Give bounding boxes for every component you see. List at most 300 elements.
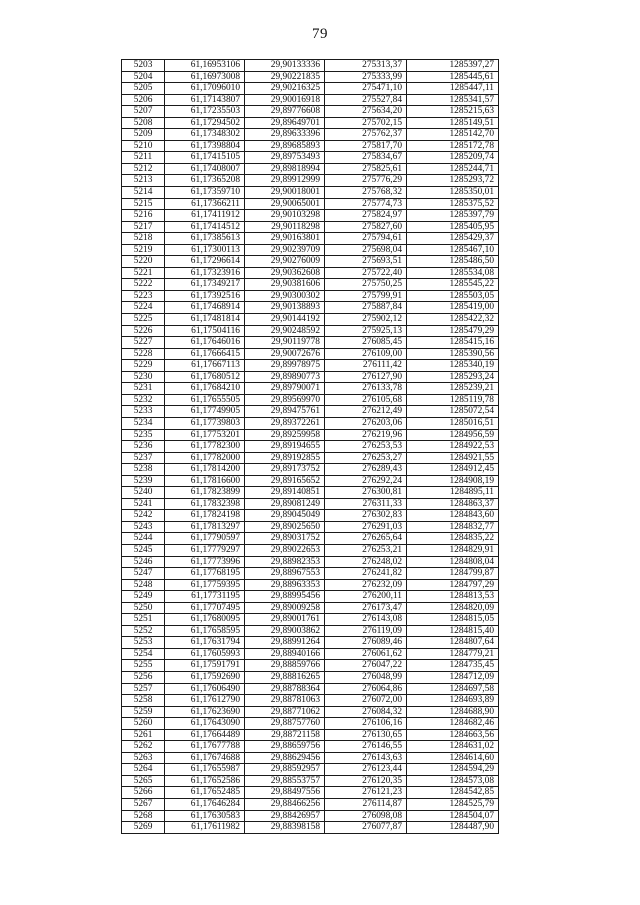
latitude-cell: 61,17504116 [165,325,245,337]
point-number-cell: 5216 [122,210,165,222]
y-coordinate-cell: 1285350,01 [407,187,499,199]
y-coordinate-cell: 1285503,05 [407,290,499,302]
y-coordinate-cell: 1284808,04 [407,556,499,568]
y-coordinate-cell: 1284688,90 [407,706,499,718]
y-coordinate-cell: 1284922,53 [407,441,499,453]
y-coordinate-cell: 1285119,78 [407,394,499,406]
y-coordinate-cell: 1285149,51 [407,117,499,129]
y-coordinate-cell: 1285419,00 [407,302,499,314]
x-coordinate-cell: 276084,32 [325,706,407,718]
y-coordinate-cell: 1285341,57 [407,94,499,106]
x-coordinate-cell: 276119,09 [325,625,407,637]
point-number-cell: 5257 [122,683,165,695]
y-coordinate-cell: 1284542,85 [407,787,499,799]
longitude-cell: 29,89003862 [245,625,325,637]
x-coordinate-cell: 275834,67 [325,152,407,164]
table-row [122,117,499,129]
table-row [122,83,499,95]
longitude-cell: 29,89001761 [245,614,325,626]
point-number-cell: 5217 [122,221,165,233]
y-coordinate-cell: 1285016,51 [407,417,499,429]
y-coordinate-cell: 1285340,19 [407,360,499,372]
y-coordinate-cell: 1284832,77 [407,521,499,533]
y-coordinate-cell: 1285172,78 [407,140,499,152]
y-coordinate-cell: 1284594,29 [407,764,499,776]
x-coordinate-cell: 276143,63 [325,752,407,764]
y-coordinate-cell: 1285239,21 [407,383,499,395]
y-coordinate-cell: 1284908,19 [407,475,499,487]
x-coordinate-cell: 276248,02 [325,556,407,568]
point-number-cell: 5223 [122,290,165,302]
x-coordinate-cell: 276048,99 [325,671,407,683]
y-coordinate-cell: 1284573,08 [407,775,499,787]
point-number-cell: 5259 [122,706,165,718]
y-coordinate-cell: 1285422,32 [407,314,499,326]
point-number-cell: 5256 [122,671,165,683]
point-number-cell: 5233 [122,406,165,418]
y-coordinate-cell: 1285405,95 [407,221,499,233]
point-number-cell: 5261 [122,729,165,741]
longitude-cell: 29,89081249 [245,498,325,510]
longitude-cell: 29,88398158 [245,822,325,834]
latitude-cell: 61,17612790 [165,695,245,707]
longitude-cell: 29,90163801 [245,233,325,245]
x-coordinate-cell: 275925,13 [325,325,407,337]
y-coordinate-cell: 1285244,71 [407,163,499,175]
longitude-cell: 29,89140851 [245,487,325,499]
y-coordinate-cell: 1284815,05 [407,614,499,626]
x-coordinate-cell: 276173,47 [325,602,407,614]
latitude-cell: 61,16953106 [165,60,245,72]
x-coordinate-cell: 276105,68 [325,394,407,406]
y-coordinate-cell: 1284820,09 [407,602,499,614]
table-row [122,706,499,718]
x-coordinate-cell: 276072,00 [325,695,407,707]
x-coordinate-cell: 276203,06 [325,417,407,429]
x-coordinate-cell: 275750,25 [325,279,407,291]
table-row [122,163,499,175]
longitude-cell: 29,90103298 [245,210,325,222]
longitude-cell: 29,89194655 [245,441,325,453]
table-row [122,314,499,326]
point-number-cell: 5231 [122,383,165,395]
table-row [122,94,499,106]
table-row [122,556,499,568]
table-row [122,71,499,83]
longitude-cell: 29,89009258 [245,602,325,614]
latitude-cell: 61,17813297 [165,521,245,533]
point-number-cell: 5237 [122,452,165,464]
y-coordinate-cell: 1284921,55 [407,452,499,464]
point-number-cell: 5265 [122,775,165,787]
point-number-cell: 5254 [122,648,165,660]
y-coordinate-cell: 1284797,29 [407,579,499,591]
y-coordinate-cell: 1285447,11 [407,83,499,95]
y-coordinate-cell: 1284663,56 [407,729,499,741]
y-coordinate-cell: 1284835,22 [407,533,499,545]
x-coordinate-cell: 275762,37 [325,129,407,141]
point-number-cell: 5246 [122,556,165,568]
longitude-cell: 29,88859766 [245,660,325,672]
x-coordinate-cell: 275799,91 [325,290,407,302]
x-coordinate-cell: 275774,73 [325,198,407,210]
table-row [122,741,499,753]
x-coordinate-cell: 276121,23 [325,787,407,799]
longitude-cell: 29,90381606 [245,279,325,291]
point-number-cell: 5222 [122,279,165,291]
x-coordinate-cell: 276109,00 [325,348,407,360]
table-row [122,533,499,545]
latitude-cell: 61,17667113 [165,360,245,372]
longitude-cell: 29,90138893 [245,302,325,314]
latitude-cell: 61,17623690 [165,706,245,718]
x-coordinate-cell: 276292,24 [325,475,407,487]
latitude-cell: 61,17823899 [165,487,245,499]
latitude-cell: 61,17652586 [165,775,245,787]
x-coordinate-cell: 276106,16 [325,718,407,730]
point-number-cell: 5225 [122,314,165,326]
table-row [122,106,499,118]
y-coordinate-cell: 1285545,22 [407,279,499,291]
table-row [122,383,499,395]
table-row [122,267,499,279]
longitude-cell: 29,88659756 [245,741,325,753]
x-coordinate-cell: 275887,84 [325,302,407,314]
table-row [122,810,499,822]
point-number-cell: 5226 [122,325,165,337]
table-row [122,290,499,302]
table-row [122,360,499,372]
latitude-cell: 61,17677788 [165,741,245,753]
y-coordinate-cell: 1284525,79 [407,799,499,811]
longitude-cell: 29,89569970 [245,394,325,406]
point-number-cell: 5250 [122,602,165,614]
longitude-cell: 29,88757760 [245,718,325,730]
x-coordinate-cell: 275313,37 [325,60,407,72]
longitude-cell: 29,88982353 [245,556,325,568]
x-coordinate-cell: 276311,33 [325,498,407,510]
x-coordinate-cell: 276253,27 [325,452,407,464]
x-coordinate-cell: 276200,11 [325,591,407,603]
x-coordinate-cell: 276127,90 [325,371,407,383]
point-number-cell: 5245 [122,544,165,556]
latitude-cell: 61,17385613 [165,233,245,245]
table-row [122,152,499,164]
table-row [122,464,499,476]
x-coordinate-cell: 276123,44 [325,764,407,776]
y-coordinate-cell: 1284682,46 [407,718,499,730]
latitude-cell: 61,17296614 [165,256,245,268]
longitude-cell: 29,89890773 [245,371,325,383]
longitude-cell: 29,89045049 [245,510,325,522]
table-row [122,129,499,141]
latitude-cell: 61,17605993 [165,648,245,660]
table-row [122,752,499,764]
latitude-cell: 61,17753201 [165,429,245,441]
longitude-cell: 29,89372261 [245,417,325,429]
x-coordinate-cell: 276120,35 [325,775,407,787]
longitude-cell: 29,89753493 [245,152,325,164]
point-number-cell: 5235 [122,429,165,441]
x-coordinate-cell: 276064,86 [325,683,407,695]
table-row [122,187,499,199]
table-row [122,799,499,811]
point-number-cell: 5227 [122,337,165,349]
longitude-cell: 29,89259958 [245,429,325,441]
longitude-cell: 29,90248592 [245,325,325,337]
x-coordinate-cell: 275776,29 [325,175,407,187]
y-coordinate-cell: 1285142,70 [407,129,499,141]
x-coordinate-cell: 276061,62 [325,648,407,660]
longitude-cell: 29,90119778 [245,337,325,349]
latitude-cell: 61,17655987 [165,764,245,776]
table-row [122,568,499,580]
longitude-cell: 29,88788364 [245,683,325,695]
point-number-cell: 5268 [122,810,165,822]
table-row [122,579,499,591]
x-coordinate-cell: 276098,08 [325,810,407,822]
table-row [122,544,499,556]
latitude-cell: 61,17655505 [165,394,245,406]
latitude-cell: 61,17814200 [165,464,245,476]
table-row [122,337,499,349]
latitude-cell: 61,17749905 [165,406,245,418]
table-row [122,302,499,314]
latitude-cell: 61,17816600 [165,475,245,487]
longitude-cell: 29,90276009 [245,256,325,268]
point-number-cell: 5263 [122,752,165,764]
longitude-cell: 29,88967553 [245,568,325,580]
y-coordinate-cell: 1285445,61 [407,71,499,83]
longitude-cell: 29,90144192 [245,314,325,326]
y-coordinate-cell: 1285072,54 [407,406,499,418]
y-coordinate-cell: 1284895,11 [407,487,499,499]
x-coordinate-cell: 276212,49 [325,406,407,418]
y-coordinate-cell: 1284956,59 [407,429,499,441]
table-row [122,394,499,406]
longitude-cell: 29,89685893 [245,140,325,152]
y-coordinate-cell: 1284712,09 [407,671,499,683]
point-number-cell: 5209 [122,129,165,141]
x-coordinate-cell: 276111,42 [325,360,407,372]
longitude-cell: 29,89025650 [245,521,325,533]
point-number-cell: 5248 [122,579,165,591]
latitude-cell: 61,17359710 [165,187,245,199]
y-coordinate-cell: 1285415,16 [407,337,499,349]
table-row [122,602,499,614]
latitude-cell: 61,17096010 [165,83,245,95]
latitude-cell: 61,17611982 [165,822,245,834]
x-coordinate-cell: 275527,84 [325,94,407,106]
table-row [122,198,499,210]
longitude-cell: 29,90239709 [245,244,325,256]
table-row [122,718,499,730]
longitude-cell: 29,88629456 [245,752,325,764]
x-coordinate-cell: 275768,32 [325,187,407,199]
table-row [122,441,499,453]
y-coordinate-cell: 1284843,60 [407,510,499,522]
latitude-cell: 61,17348302 [165,129,245,141]
x-coordinate-cell: 275702,15 [325,117,407,129]
point-number-cell: 5249 [122,591,165,603]
point-number-cell: 5240 [122,487,165,499]
latitude-cell: 61,17779297 [165,544,245,556]
table-row [122,221,499,233]
point-number-cell: 5212 [122,163,165,175]
x-coordinate-cell: 275827,60 [325,221,407,233]
longitude-cell: 29,90133336 [245,60,325,72]
latitude-cell: 61,17832398 [165,498,245,510]
longitude-cell: 29,88553757 [245,775,325,787]
table-row [122,591,499,603]
latitude-cell: 61,17680095 [165,614,245,626]
table-row [122,233,499,245]
y-coordinate-cell: 1284779,21 [407,648,499,660]
x-coordinate-cell: 275825,61 [325,163,407,175]
y-coordinate-cell: 1284631,02 [407,741,499,753]
x-coordinate-cell: 276300,81 [325,487,407,499]
y-coordinate-cell: 1284697,58 [407,683,499,695]
x-coordinate-cell: 276130,65 [325,729,407,741]
y-coordinate-cell: 1285397,27 [407,60,499,72]
y-coordinate-cell: 1285215,63 [407,106,499,118]
latitude-cell: 61,17481814 [165,314,245,326]
point-number-cell: 5232 [122,394,165,406]
table-row [122,764,499,776]
point-number-cell: 5264 [122,764,165,776]
table-row [122,614,499,626]
table-row [122,683,499,695]
point-number-cell: 5252 [122,625,165,637]
point-number-cell: 5241 [122,498,165,510]
x-coordinate-cell: 276291,03 [325,521,407,533]
longitude-cell: 29,90362608 [245,267,325,279]
latitude-cell: 61,17664489 [165,729,245,741]
point-number-cell: 5253 [122,637,165,649]
longitude-cell: 29,90018001 [245,187,325,199]
longitude-cell: 29,90300302 [245,290,325,302]
x-coordinate-cell: 276085,45 [325,337,407,349]
longitude-cell: 29,88771062 [245,706,325,718]
latitude-cell: 61,17630583 [165,810,245,822]
longitude-cell: 29,88497556 [245,787,325,799]
point-number-cell: 5218 [122,233,165,245]
x-coordinate-cell: 275817,70 [325,140,407,152]
point-number-cell: 5244 [122,533,165,545]
point-number-cell: 5258 [122,695,165,707]
latitude-cell: 61,17408007 [165,163,245,175]
x-coordinate-cell: 276114,87 [325,799,407,811]
latitude-cell: 61,17349217 [165,279,245,291]
point-number-cell: 5224 [122,302,165,314]
longitude-cell: 29,88991264 [245,637,325,649]
longitude-cell: 29,89649701 [245,117,325,129]
longitude-cell: 29,89776608 [245,106,325,118]
table-row [122,325,499,337]
latitude-cell: 61,17674688 [165,752,245,764]
point-number-cell: 5243 [122,521,165,533]
point-number-cell: 5205 [122,83,165,95]
x-coordinate-cell: 276302,83 [325,510,407,522]
longitude-cell: 29,88781063 [245,695,325,707]
x-coordinate-cell: 275698,04 [325,244,407,256]
y-coordinate-cell: 1284614,60 [407,752,499,764]
y-coordinate-cell: 1284829,91 [407,544,499,556]
y-coordinate-cell: 1285375,52 [407,198,499,210]
point-number-cell: 5269 [122,822,165,834]
table-row [122,729,499,741]
point-number-cell: 5262 [122,741,165,753]
longitude-cell: 29,90016918 [245,94,325,106]
latitude-cell: 61,17782300 [165,441,245,453]
latitude-cell: 61,17646016 [165,337,245,349]
x-coordinate-cell: 275722,40 [325,267,407,279]
latitude-cell: 61,17680512 [165,371,245,383]
latitude-cell: 61,17143807 [165,94,245,106]
table-row [122,695,499,707]
latitude-cell: 61,17606490 [165,683,245,695]
latitude-cell: 61,17468914 [165,302,245,314]
point-number-cell: 5219 [122,244,165,256]
point-number-cell: 5207 [122,106,165,118]
point-number-cell: 5234 [122,417,165,429]
longitude-cell: 29,88721158 [245,729,325,741]
point-number-cell: 5247 [122,568,165,580]
table-row [122,671,499,683]
longitude-cell: 29,89022653 [245,544,325,556]
point-number-cell: 5267 [122,799,165,811]
table-row [122,775,499,787]
point-number-cell: 5255 [122,660,165,672]
x-coordinate-cell: 275824,97 [325,210,407,222]
latitude-cell: 61,17707495 [165,602,245,614]
y-coordinate-cell: 1284504,07 [407,810,499,822]
latitude-cell: 61,17731195 [165,591,245,603]
point-number-cell: 5230 [122,371,165,383]
x-coordinate-cell: 276265,64 [325,533,407,545]
table-row [122,521,499,533]
point-number-cell: 5214 [122,187,165,199]
latitude-cell: 61,17366211 [165,198,245,210]
table-row [122,487,499,499]
table-row [122,175,499,187]
longitude-cell: 29,88592957 [245,764,325,776]
latitude-cell: 61,17415105 [165,152,245,164]
x-coordinate-cell: 276253,21 [325,544,407,556]
longitude-cell: 29,88940166 [245,648,325,660]
y-coordinate-cell: 1284912,45 [407,464,499,476]
table-row [122,510,499,522]
y-coordinate-cell: 1284799,87 [407,568,499,580]
longitude-cell: 29,89173752 [245,464,325,476]
latitude-cell: 61,17631794 [165,637,245,649]
table-row [122,787,499,799]
longitude-cell: 29,88963353 [245,579,325,591]
latitude-cell: 61,17739803 [165,417,245,429]
latitude-cell: 61,16973008 [165,71,245,83]
table-row [122,452,499,464]
longitude-cell: 29,89031752 [245,533,325,545]
table-row [122,279,499,291]
table-row [122,637,499,649]
x-coordinate-cell: 275693,51 [325,256,407,268]
latitude-cell: 61,17365208 [165,175,245,187]
y-coordinate-cell: 1285479,29 [407,325,499,337]
point-number-cell: 5213 [122,175,165,187]
y-coordinate-cell: 1284815,40 [407,625,499,637]
table-row [122,244,499,256]
y-coordinate-cell: 1284813,53 [407,591,499,603]
